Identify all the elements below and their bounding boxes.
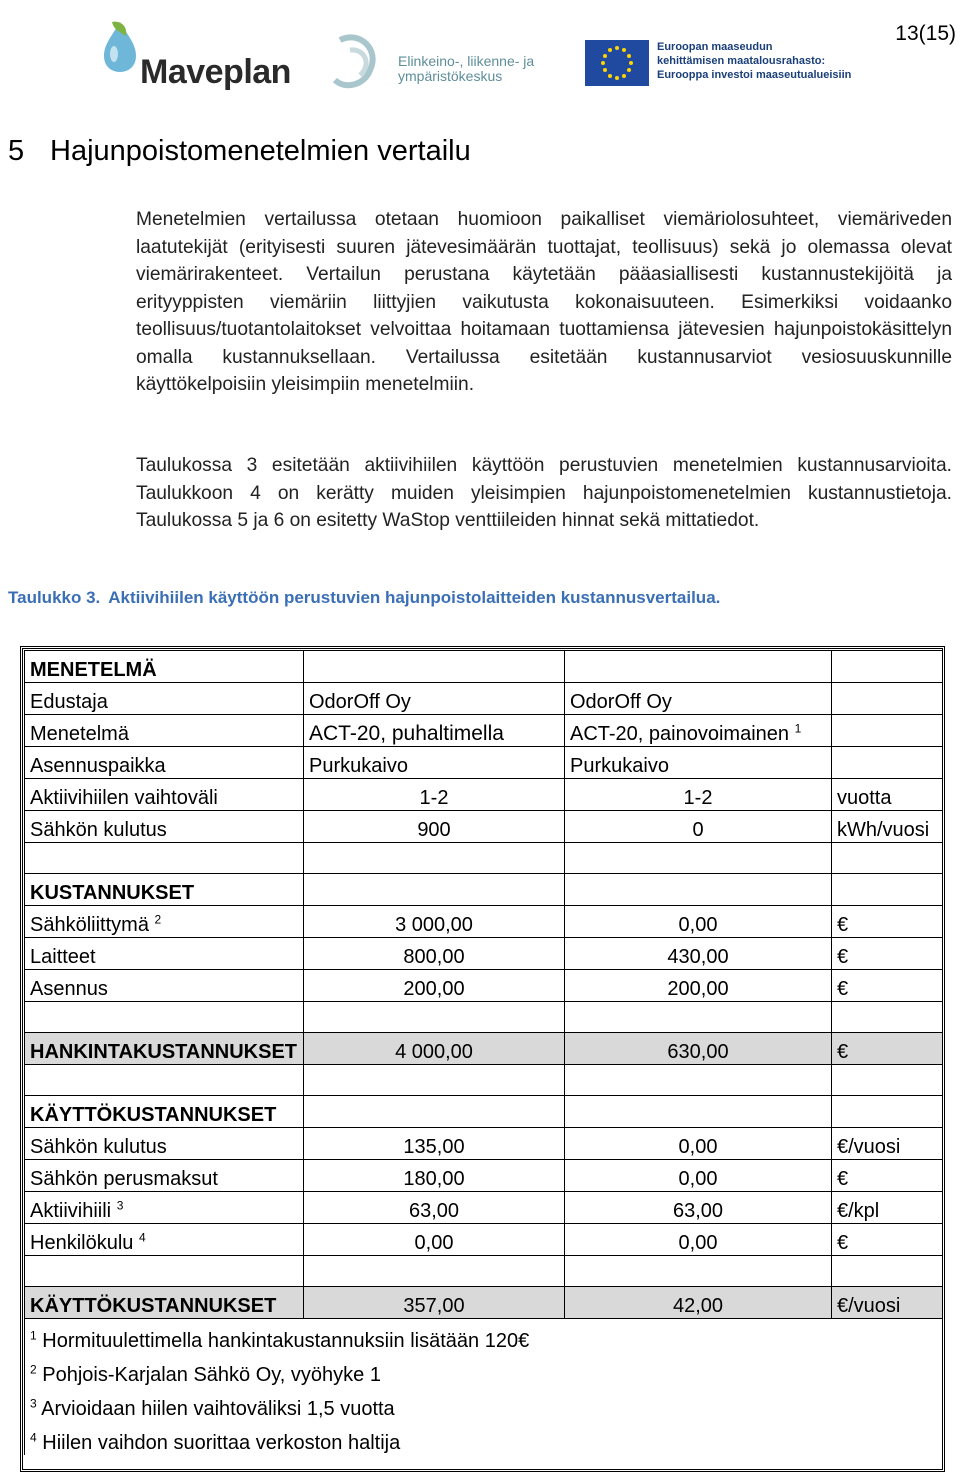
- row-label-text: Henkilökulu: [30, 1232, 134, 1254]
- cell-unit: €: [832, 1160, 943, 1192]
- table-row: [25, 1192, 943, 1224]
- page-header: [0, 0, 960, 120]
- cell-a: 200,00: [304, 970, 565, 1002]
- row-label: Asennus: [25, 970, 304, 1002]
- cell-b: 0,00: [565, 1224, 832, 1256]
- table-row: [25, 1002, 943, 1033]
- row-label: Edustaja: [25, 683, 304, 715]
- table-row: [25, 651, 943, 683]
- section-title: Hajunpoistomenetelmien vertailu: [50, 135, 471, 167]
- table-row: [25, 1160, 943, 1192]
- kayttokustannukset-header: KÄYTTÖKUSTANNUKSET: [25, 1096, 304, 1128]
- eu-text-line2: kehittämisen maatalousrahasto:: [657, 55, 826, 67]
- table-row: [25, 779, 943, 811]
- footnote-number: 4: [30, 1430, 37, 1445]
- row-label: [25, 1192, 304, 1224]
- cell-b: 430,00: [565, 938, 832, 970]
- table-row: [25, 1256, 943, 1287]
- cell-a: 63,00: [304, 1192, 565, 1224]
- cell-unit: €: [832, 938, 943, 970]
- cell-b: 0,00: [565, 1128, 832, 1160]
- cell-a: 3 000,00: [304, 906, 565, 938]
- footnote: [25, 1319, 943, 1354]
- row-label: Sähkön kulutus: [25, 1128, 304, 1160]
- row-label: Asennuspaikka: [25, 747, 304, 779]
- footnote-number: 2: [30, 1362, 37, 1377]
- footnote-ref: 1: [794, 721, 802, 736]
- kustannukset-header: KUSTANNUKSET: [25, 874, 304, 906]
- cell-unit: €: [832, 906, 943, 938]
- row-label: [25, 1224, 304, 1256]
- row-label: Sähkön kulutus: [25, 811, 304, 843]
- row-label: HANKINTAKUSTANNUKSET: [25, 1033, 304, 1065]
- footnote-text: Arvioidaan hiilen vaihtoväliksi 1,5 vuotta: [41, 1398, 395, 1420]
- row-label: Aktiivihiilen vaihtoväli: [25, 779, 304, 811]
- paragraph-1: Menetelmien vertailussa otetaan huomioon paikalliset viemäriolosuhteet, viemäriveden laatutekijät (erityisesti suuren jätevesimäärän tuottajat, teollisuus) sekä jo olemassa olevat viemärirakenteet. Vertailun perustana käytetään pääasiallisesti kustannustekijöitä ja erityyppisten viemäriin liittyjien vaikutusta kokonaisuuteen. Esimerkiksi voidaanko teollisuus/tuotantolaitokset velvoittaa hoitamaan tuottamiensa jätevesien hajunpoistokäsittelyn omalla kustannuksellaan. Vertailussa esitetään kustannusarviot vesiosuuskunnille käyttökelpoisiin yleisimpiin menetelmiin.: [136, 209, 952, 395]
- eu-text-line3: Eurooppa investoi maaseutualueisiin: [657, 69, 852, 81]
- cell-b: [565, 715, 832, 747]
- cell-unit: €/kpl: [832, 1192, 943, 1224]
- cell-a: Purkukaivo: [304, 747, 565, 779]
- table-row: [25, 970, 943, 1002]
- table-row: [25, 1287, 943, 1319]
- section-number: 5: [8, 135, 25, 167]
- cell-b: 0: [565, 811, 832, 843]
- table-row: [25, 874, 943, 906]
- cell-a: 357,00: [304, 1287, 565, 1319]
- cell-a: 135,00: [304, 1128, 565, 1160]
- table-row: [25, 747, 943, 779]
- row-label: Menetelmä: [25, 715, 304, 747]
- cell-a: 1-2: [304, 779, 565, 811]
- eu-text-line1: Euroopan maaseudun: [657, 41, 773, 53]
- cell-a: 4 000,00: [304, 1033, 565, 1065]
- footnote-ref: 3: [116, 1198, 124, 1213]
- menetelma-header: MENETELMÄ: [25, 651, 304, 683]
- cell-unit: €: [832, 970, 943, 1002]
- cell-b: 630,00: [565, 1033, 832, 1065]
- page-number: 13(15): [895, 22, 956, 45]
- cell-unit: €: [832, 1224, 943, 1256]
- cell-unit: kWh/vuosi: [832, 811, 943, 843]
- footnote-number: 3: [30, 1396, 37, 1411]
- section-heading: [8, 135, 471, 168]
- footnote-ref: 4: [138, 1230, 146, 1245]
- table-row: [25, 843, 943, 874]
- footnote-ref: 2: [154, 912, 162, 927]
- table-row: [25, 811, 943, 843]
- row-label: [25, 906, 304, 938]
- footnote: [25, 1387, 943, 1421]
- cell-a: OdorOff Oy: [304, 683, 565, 715]
- cell-b: 42,00: [565, 1287, 832, 1319]
- footnote-text: Hormituulettimella hankintakustannuksiin lisätään 120€: [42, 1330, 530, 1352]
- table-caption-text: Aktiivihiilen käyttöön perustuvien hajunpoistolaitteiden kustannusvertailua.: [108, 588, 721, 607]
- cell-b: 200,00: [565, 970, 832, 1002]
- ely-text: Elinkeino-, liikenne- ja ympäristökeskus: [398, 53, 535, 84]
- cell-b: Purkukaivo: [565, 747, 832, 779]
- cell-a: ACT-20, puhaltimella: [304, 715, 565, 747]
- cell-unit: €/vuosi: [832, 1287, 943, 1319]
- cell-unit: €/vuosi: [832, 1128, 943, 1160]
- paragraph-2: Taulukossa 3 esitetään aktiivihiilen käyttöön perustuvien menetelmien kustannusarvioita. Taulukkoon 4 on kerätty muiden yleisimpien hajunpoistomenetelmien kustannustietoja. Taulukossa 5 ja 6 on esitetty WaStop venttiileiden hinnat sekä mittatiedot.: [136, 455, 952, 531]
- maveplan-wordmark: Maveplan: [140, 53, 291, 91]
- cell-b: 0,00: [565, 1160, 832, 1192]
- table-row: [25, 1033, 943, 1065]
- row-label: Sähkön perusmaksut: [25, 1160, 304, 1192]
- ely-emblem-icon: [320, 30, 390, 100]
- table-row: [25, 715, 943, 747]
- table-row: [25, 938, 943, 970]
- cell-a: 180,00: [304, 1160, 565, 1192]
- table-row: [25, 1224, 943, 1256]
- row-label: Laitteet: [25, 938, 304, 970]
- table-row: [25, 906, 943, 938]
- eu-flag-icon: [585, 40, 649, 86]
- footnote: [25, 1421, 943, 1455]
- footnote-text: Hiilen vaihdon suorittaa verkoston haltija: [42, 1432, 401, 1454]
- maveplan-logo: [98, 18, 298, 98]
- eu-logo: [585, 38, 885, 88]
- footnote-row: [25, 1353, 943, 1387]
- cell-unit: €: [832, 1033, 943, 1065]
- table-caption-label: Taulukko 3.: [8, 588, 101, 607]
- cell-a: 900: [304, 811, 565, 843]
- footnote: [25, 1353, 943, 1387]
- row-label-text: Aktiivihiili: [30, 1200, 112, 1222]
- water-drop-icon: [98, 18, 142, 98]
- cell-a: 800,00: [304, 938, 565, 970]
- cell-b: OdorOff Oy: [565, 683, 832, 715]
- cell-b: 0,00: [565, 906, 832, 938]
- cell-b-text: ACT-20, painovoimainen: [570, 723, 790, 745]
- footnote-row: [25, 1421, 943, 1455]
- table-row: [25, 1096, 943, 1128]
- cost-comparison-table: [20, 646, 945, 1472]
- row-label: KÄYTTÖKUSTANNUKSET: [25, 1287, 304, 1319]
- table-row: [25, 683, 943, 715]
- footnote-row: [25, 1387, 943, 1421]
- table-row: [25, 1128, 943, 1160]
- footnote-text: Pohjois-Karjalan Sähkö Oy, vyöhyke 1: [42, 1364, 381, 1386]
- eu-text: [657, 40, 887, 82]
- footnote-number: 1: [30, 1328, 37, 1343]
- table-row: [25, 1065, 943, 1096]
- footnote-row: [25, 1319, 943, 1354]
- row-label-text: Sähköliittymä: [30, 914, 149, 936]
- cell-a: 0,00: [304, 1224, 565, 1256]
- table-caption: [8, 588, 720, 608]
- ely-logo: [320, 30, 550, 100]
- cell-unit: vuotta: [832, 779, 943, 811]
- cell-b: 63,00: [565, 1192, 832, 1224]
- cell-b: 1-2: [565, 779, 832, 811]
